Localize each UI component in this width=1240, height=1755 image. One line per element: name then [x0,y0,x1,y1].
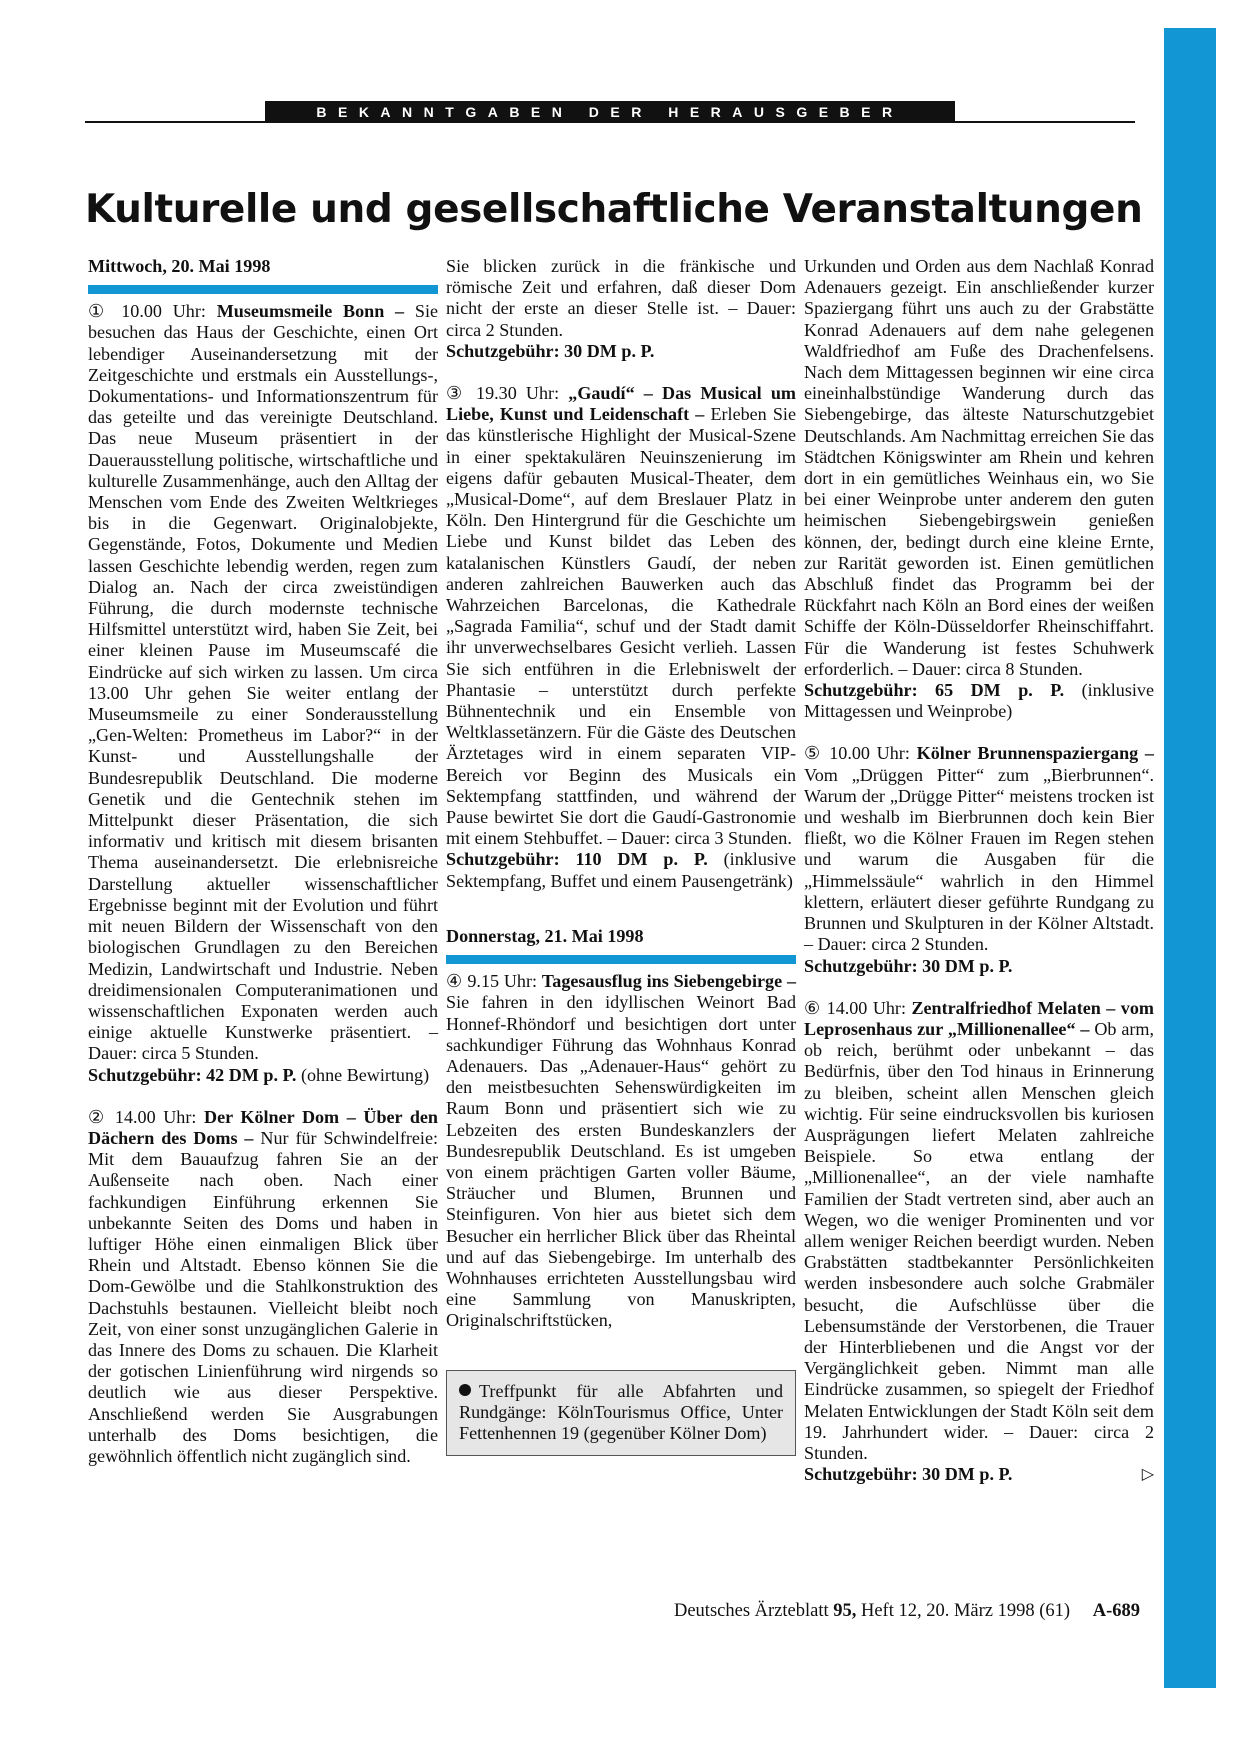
side-color-bar [1164,28,1216,1688]
fee-note: (ohne Bewirtung) [300,1064,430,1085]
event-time: 10.00 Uhr: [829,743,910,764]
day-heading-wednesday: Mittwoch, 20. Mai 1998 [88,256,271,276]
event-3-fee [446,849,796,891]
event-number: ④ [446,971,463,992]
footer-journal: Deutsches Ärzteblatt [673,1601,829,1621]
event-time: 19.30 Uhr: [476,383,560,404]
footer-volume: 95, [833,1601,857,1621]
event-4-fee [804,680,1154,722]
event-time: 14.00 Uhr: [826,997,906,1018]
day-heading-bar [88,285,438,294]
event-3 [446,383,796,849]
meeting-point-text: Treffpunkt für alle Abfahrten und Rundgänge: KölnTourismus Office, Unter Fettenhennen 19 (gegenüber Kölner Dom) [459,1380,783,1444]
event-name: Zentralfriedhof Melaten – vom Leprosenhaus zur „Millionenallee“ – [804,997,1154,1039]
column-2 [446,256,796,1456]
continue-arrow-icon: ▷ [1141,1466,1154,1484]
section-label: BEKANNTGABEN DER HERAUSGEBER [265,101,955,123]
event-text: Erleben Sie das künstlerische Highlight der Musical-Szene in einer spektakulären Neuinszenierung im eigens dafür gebauten Musical-Theater, dem „Musical-Dome“, auf dem Breslauer Platz in Köln. Den Hintergrund für die Geschichte um Liebe und Kunst bildet das Leben des katalanischen Künstlers Gaudí, der neben anderen zahlreichen Bauwerken auch das Wahrzeichen Barcelonas, die Kathedrale „Sagrada Familia“, schuf und der Stadt damit ihr unverwechselbares Gesicht verlieh. Lassen Sie sich entführen in die Erlebniswelt der Phantasie – unterstützt durch perfekte Bühnentechnik und ein Ensemble von Weltklassetänzern. Für die Gäste des Deutschen Ärztetages wird in einem separaten VIP-Bereich vor Beginn des Musicals ein Sektempfang stattfinden, und während der Pause bewirtet Sie dort die Gaudí-Gastronomie mit einem Stehbuffet. – Dauer: circa 3 Stunden. [446,404,796,849]
event-time: 14.00 Uhr: [114,1106,197,1127]
event-text: Ob arm, ob reich, berühmt oder unbekannt – das Bedürfnis, über den Tod hinaus in Erinnerung zu bleiben, scheint allen Menschen gleich wichtig. Für seine eindrucksvollen bis kuriosen Ausprägungen liefert Melaten zahlreiche Beispiele. So etwa entlang der „Millionenallee“, an der viele namhafte Familien der Stadt vertreten sind, aber auch an Wegen, wo die weniger Prominenten und vor allem weniger Reichen beerdigt wurden. Neben Grabstätten stadtbekannter Persönlichkeiten werden insbesondere auch solche Grabmäler besucht, die Aufschlüsse über die Lebensumstände der Verstorbenen, die Trauer der Hinterbliebenen und die Angst vor der Vergänglichkeit geben. Nimmt man alle Eindrücke zusammen, so spiegelt der Friedhof Melaten Entwicklungen der Stadt Köln seit dem 19. Jahrhundert wider. – Dauer: circa 2 Stunden. [804,1018,1155,1463]
event-name: Kölner Brunnenspaziergang – [916,743,1154,764]
fee-label: Schutzgebühr: 110 DM p. P. [446,849,708,870]
event-name: Tagesausflug ins Siebengebirge – [541,971,796,992]
event-1 [88,301,438,1064]
event-2-continued: Sie blicken zurück in die fränkische und römische Zeit und erfahren, daß dieser Dom nicht der erste an dieser Stelle ist. – Dauer: circa 2 Stunden. [446,256,796,340]
event-number: ⑥ [804,997,822,1018]
event-name: Museumsmeile Bonn – [216,301,405,322]
event-number: ③ [446,383,467,404]
event-text: Vom „Drüggen Pitter“ zum „Bierbrunnen“. Warum der „Drügge Pitter“ meistens trocken ist und weshalb im Bierbrunnen doch kein Bier fließt, wo die Kölner Frauen im Regen stehen und warum die Ausgaben für die „Himmelssäule“ wahrlich in den Himmel klettern, erläutert dieser geführte Rundgang zu Brunnen und Skulpturen in der Kölner Altstadt. – Dauer: circa 2 Stunden. [804,764,1154,955]
event-time: 10.00 Uhr: [121,301,206,322]
fee-label: Schutzgebühr: 42 DM p. P. [88,1064,297,1085]
event-4-continued: Urkunden und Orden aus dem Nachlaß Konrad Adenauers gezeigt. Ein anschließender kurzer Spaziergang führt uns auch zu der Grabstätte Konrad Adenauers auf dem nahe gelegenen Waldfriedhof am Fuße des Drachenfelsens. Nach dem Mittagessen beginnen wir eine circa eineinhalbstündige Wanderung durch das Siebengebirge, das älteste Naturschutzgebiet Deutschlands. Am Nachmittag erreichen Sie das Städtchen Königswinter am Rhein und kehren dort in ein gemütliches Weinhaus ein, wo Sie bei einer Weinprobe unter anderem den guten heimischen Siebengebirgswein genießen können, der, bedingt durch eine kleine Ernte, zur Rarität geworden ist. Einen gemütlichen Abschluß findet das Programm bei der Rückfahrt nach Köln an Bord eines der weißen Schiffe der Köln-Düsseldorfer Rheinschiffahrt. Für die Wanderung ist festes Schuhwerk erforderlich. – Dauer: circa 8 Stunden. [804,256,1154,679]
event-6-fee [804,1464,1154,1485]
event-6 [804,998,1154,1464]
fee-label: Schutzgebühr: 30 DM p. P. [804,1464,1013,1485]
column-3 [804,256,1154,1485]
column-1 [88,256,438,1467]
event-text: Sie fahren in den idyllischen Weinort Bad Honnef-Rhöndorf und besichtigen dort unter sachkundiger Führung das Wohnhaus Konrad Adenauers. Das „Adenauer-Haus“ gehört zu den meistbesuchten Sehenswürdigkeiten im Raum Bonn und präsentiert sich wie zu Lebzeiten des ersten Bundeskanzlers der Bundesrepublik Deutschland. Es ist umgeben von einem prächtigen Garten voller Bäume, Sträucher und Blumen, Brunnen und Steinfiguren. Von hier aus bietet sich dem Besucher ein herrlicher Blick über das Rheintal und auf das Siebengebirge. Im unterhalb des Wohnhauses errichteten Ausstellungsbau wird eine Sammlung von Manuskripten, Originalschriftstücken, [446,992,796,1331]
footer-issue: Heft 12, 20. März 1998 (61) [860,1601,1071,1621]
day-heading-thursday: Donnerstag, 21. Mai 1998 [446,925,644,946]
bullet-icon [459,1384,471,1396]
event-5-fee: Schutzgebühr: 30 DM p. P. [804,955,1013,976]
fee-note: (inklusive Sektempfang, Buffet und einem Pausengetränk) [446,849,797,891]
event-number: ① [88,301,111,322]
event-2 [88,1107,438,1467]
event-text: Sie besuchen das Haus der Geschichte, einen Ort lebendiger Auseinandersetzung mit der Zeitgeschichte und erstmals ein Ausstellungs-, Dokumentations- und Informationszentrum für das geteilte und das vereinigte Deutschland. Das neue Museum präsentiert in der Dauerausstellung politische, wirtschaftliche und kulturelle Zusammenhänge, auch den Alltag der Menschen vom Ende des Zweiten Weltkrieges bis in die Gegenwart. Originalobjekte, Gegenstände, Fotos, Dokumente und Medien lassen Geschichte lebendig werden, regen zum Dialog an. Nach der circa zweistündigen Führung, die durch modernste technische Hilfsmittel unterstützt wird, haben Sie Zeit, bei einer kleinen Pause im Museumscafé die Eindrücke auf sich wirken zu lassen. Um circa 13.00 Uhr gehen Sie weiter entlang der Museumsmeile zu einer Sonderausstellung „Gen-Welten: Prometheus im Labor?“ in der Kunst- und Ausstellungshalle der Bundesrepublik Deutschland. Die moderne Genetik und die Gentechnik stehen im Mittelpunkt dieser Präsentation, die sich informativ und kritisch mit diesem brisanten Thema auseinandersetzt. Die erlebnisreiche Darstellung aktueller wissenschaftlicher Ergebnisse beginnt mit der Evolution und führt mit neuen Bildern der Wissenschaft von den biologischen Grundlagen zu den Bereichen Medizin, Landwirtschaft und Industrie. Neben dreidimensionalen Computeranimationen und wissenschaftlichen Exponaten werden auch einige aktuelle Kunstwerke präsentiert. – Dauer: circa 5 Stunden. [88,301,438,1064]
event-time: 9.15 Uhr: [467,971,538,992]
fee-label: Schutzgebühr: 65 DM p. P. [804,680,1065,701]
event-text: Nur für Schwindelfreie: Mit dem Bauaufzug fahren Sie an der Außenseite nach oben. Nach einer fachkundigen Einführung erkennen Sie unbekannte Seiten des Doms und haben in luftiger Höhe einen einmaligen Blick über Rhein und Altstadt. Ebenso können Sie die Dom-Gewölbe und die Stahlkonstruktion des Dachstuhls bestaunen. Vielleicht bleibt noch Zeit, von einer sonst unzugänglichen Galerie in das Innere des Doms zu schauen. Die Klarheit der gotischen Linienführung wird nirgends so deutlich wie aus dieser Perspektive. Anschließend werden Sie Ausgrabungen unterhalb des Doms besichtigen, die gewöhnlich öffentlich nicht zugänglich sind. [88,1127,438,1466]
event-name: „Gaudí“ – Das Musical um Liebe, Kunst und Leidenschaft – [446,383,796,425]
event-5 [804,743,1154,955]
meeting-point-box [446,1370,796,1456]
event-number: ② [88,1106,108,1127]
footer-page-number: A-689 [1092,1601,1140,1621]
day-heading-bar [446,955,796,964]
event-4 [446,971,796,1331]
page-footer [600,1601,1140,1622]
event-name: Der Kölner Dom – Über den Dächern des Doms – [88,1106,438,1148]
fee-note: (inklusive Mittagessen und Weinprobe) [804,680,1154,722]
event-number: ⑤ [804,743,823,764]
page-title: Kulturelle und gesellschaftliche Veranstaltungen [85,187,1143,232]
event-2-fee: Schutzgebühr: 30 DM p. P. [446,340,655,361]
event-1-fee [88,1065,438,1086]
